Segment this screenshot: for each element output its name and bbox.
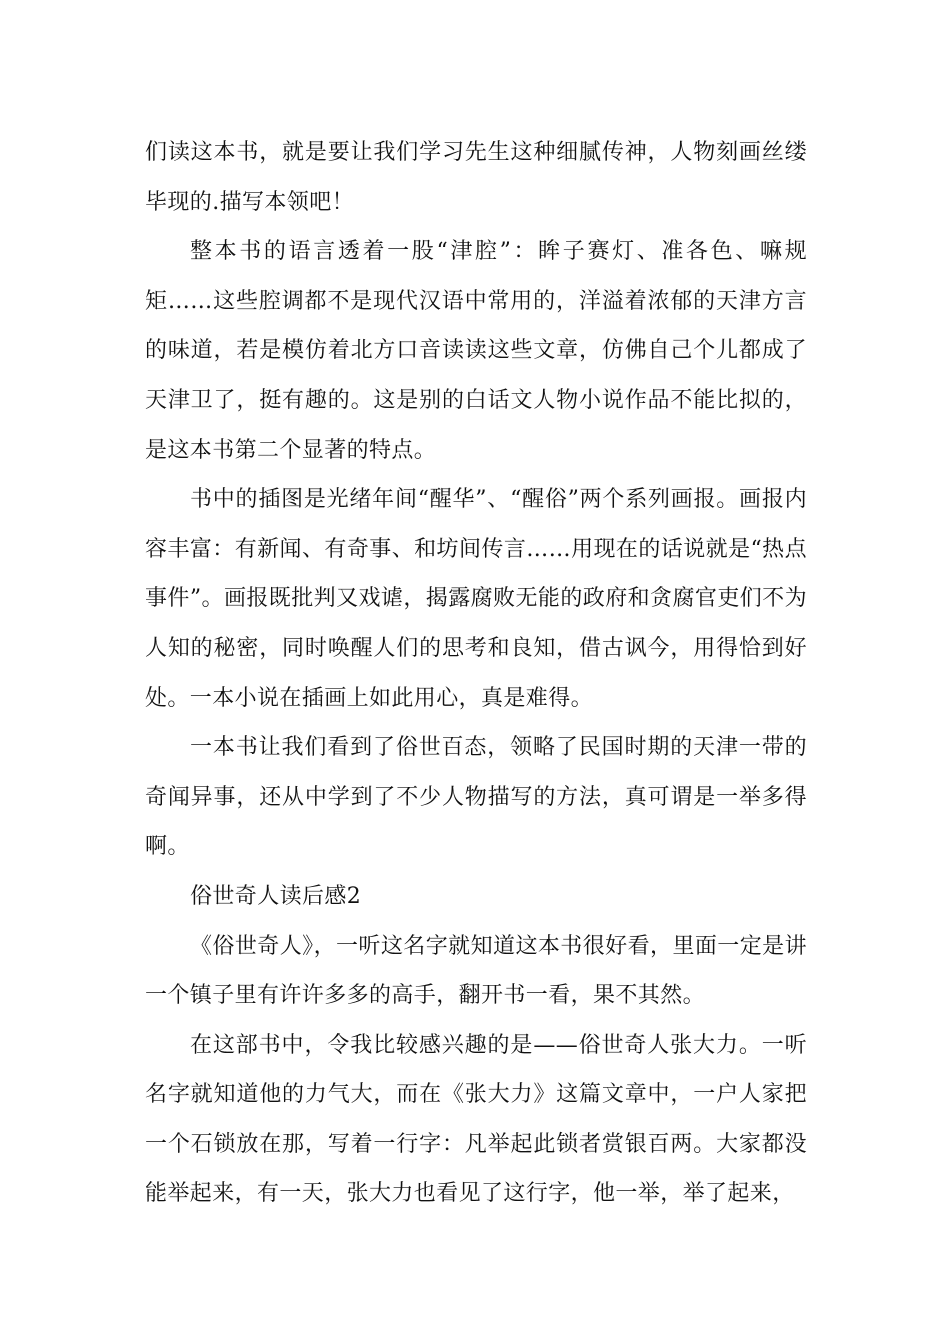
paragraph-intro: 《俗世奇人》，一听这名字就知道这本书很好看，里面一定是讲一个镇子里有许许多多的高手，翻开书一看，果不其然。	[145, 933, 807, 1009]
paragraph-zhang-dali: 在这部书中，令我比较感兴趣的是——俗世奇人张大力。一听名字就知道他的力气大，而在《张大力》这篇文章中，一户人家把一个石锁放在那，写着一行字：凡举起此锁者赏银百两。大家都没能举起来，有一天，张大力也看见了这行字，他一举，举了起来，	[145, 1032, 807, 1207]
paragraph-tianjin-dialect: 整本书的语言透着一股“津腔”：眸子赛灯、准各色、嘛规矩……这些腔调都不是现代汉语中常用的，洋溢着浓郁的天津方言的味道，若是模仿着北方口音读读这些文章，仿佛自己个儿都成了天津卫了，挺有趣的。这是别的白话文人物小说作品不能比拟的，是这本书第二个显著的特点。	[145, 239, 807, 463]
paragraph-summary: 一本书让我们看到了俗世百态，领略了民国时期的天津一带的奇闻异事，还从中学到了不少人物描写的方法，真可谓是一举多得啊。	[145, 735, 807, 860]
paragraph-illustrations: 书中的插图是光绪年间“醒华”、“醒俗”两个系列画报。画报内容丰富：有新闻、有奇事、和坊间传言……用现在的话说就是“热点事件”。画报既批判又戏谑，揭露腐败无能的政府和贪腐官吏们不为人知的秘密，同时唤醒人们的思考和良知，借古讽今，用得恰到好处。一本小说在插画上如此用心，真是难得。	[145, 487, 807, 711]
paragraph-continuation: 们读这本书，就是要让我们学习先生这种细腻传神，人物刻画丝缕毕现的.描写本领吧！	[145, 140, 807, 215]
document-body	[145, 128, 807, 1219]
section-heading: 俗世奇人读后感2	[190, 883, 362, 909]
